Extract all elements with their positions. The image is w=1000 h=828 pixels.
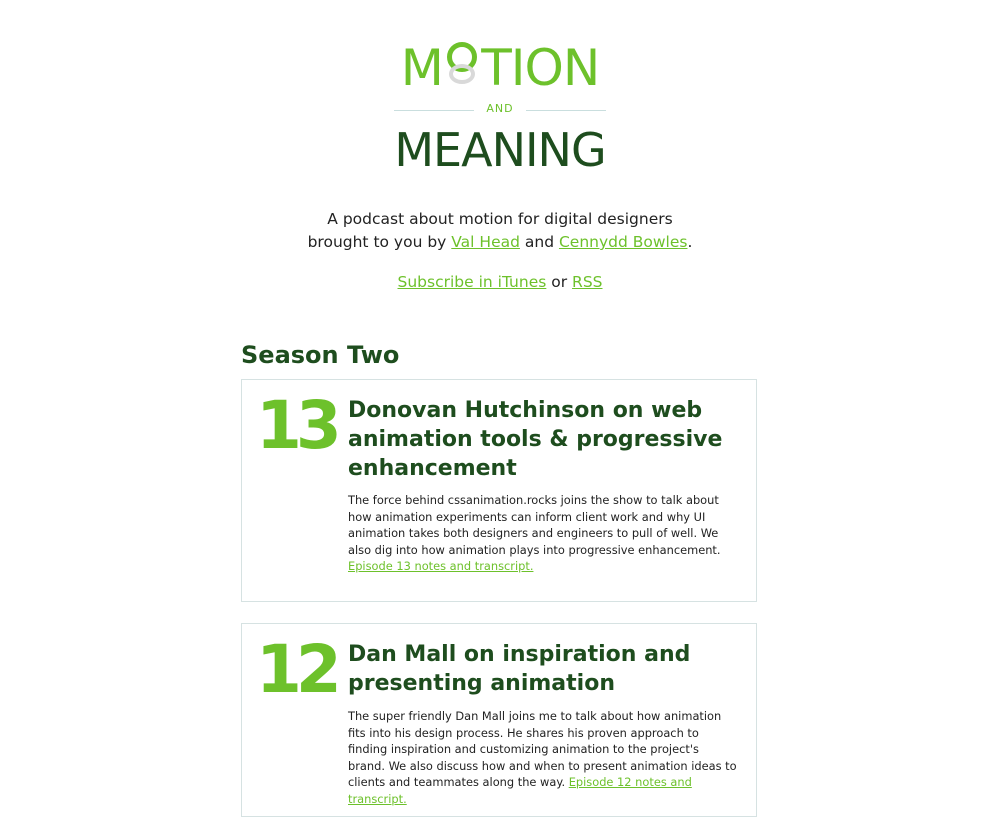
logo-and-text: AND [486, 102, 514, 115]
episode-number: 13 [256, 387, 336, 464]
season-title: Season Two [241, 341, 400, 369]
episode-notes-link[interactable]: Episode 13 notes and transcript. [348, 559, 534, 573]
rss-link[interactable]: RSS [572, 273, 603, 291]
host-cennydd-bowles-link[interactable]: Cennydd Bowles [558, 233, 688, 251]
site-logo[interactable] [380, 38, 620, 178]
subscribe-itunes-link[interactable]: Subscribe in iTunes [397, 273, 547, 291]
logo-meaning-text: MEANING [394, 123, 606, 177]
logo-motion-text: M TION [400, 39, 600, 97]
host-val-head-link[interactable]: Val Head [451, 233, 520, 251]
episode-title[interactable]: Dan Mall on inspiration and presenting animation [348, 642, 691, 696]
episode-number: 12 [256, 631, 336, 708]
logo-ring-shadow-icon [449, 64, 475, 84]
episode-description: The super friendly Dan Mall joins me to talk about how animation fits into his design process. He shares his proven approach to finding inspiration and customizing animation to the project's brand. We also discuss how and when to present animation ideas to clients and teammates along the way. Episode 12 notes and transcript. [348, 709, 737, 806]
subscribe-line: Subscribe in iTunes or RSS [397, 273, 603, 291]
logo-and-divider [394, 100, 606, 120]
episode-notes-link[interactable]: Episode 12 notes and transcript. [348, 775, 692, 806]
episode-card [241, 379, 757, 602]
intro-text: A podcast about motion for digital designers brought to you by Val Head and Cennydd Bowles. [307, 210, 693, 251]
episode-description: The force behind cssanimation.rocks joins the show to talk about how animation experiments can inform client work and why UI animation takes both designers and engineers to pull of well. We also dig into how animation plays into progressive enhancement. Episode 13 notes and transcript. [348, 493, 721, 573]
logo-o-icon [443, 38, 481, 98]
episode-title[interactable]: Donovan Hutchinson on web animation tools & progressive enhancement [348, 398, 723, 481]
logo-rule-right [526, 110, 606, 111]
episode-card [241, 623, 757, 817]
